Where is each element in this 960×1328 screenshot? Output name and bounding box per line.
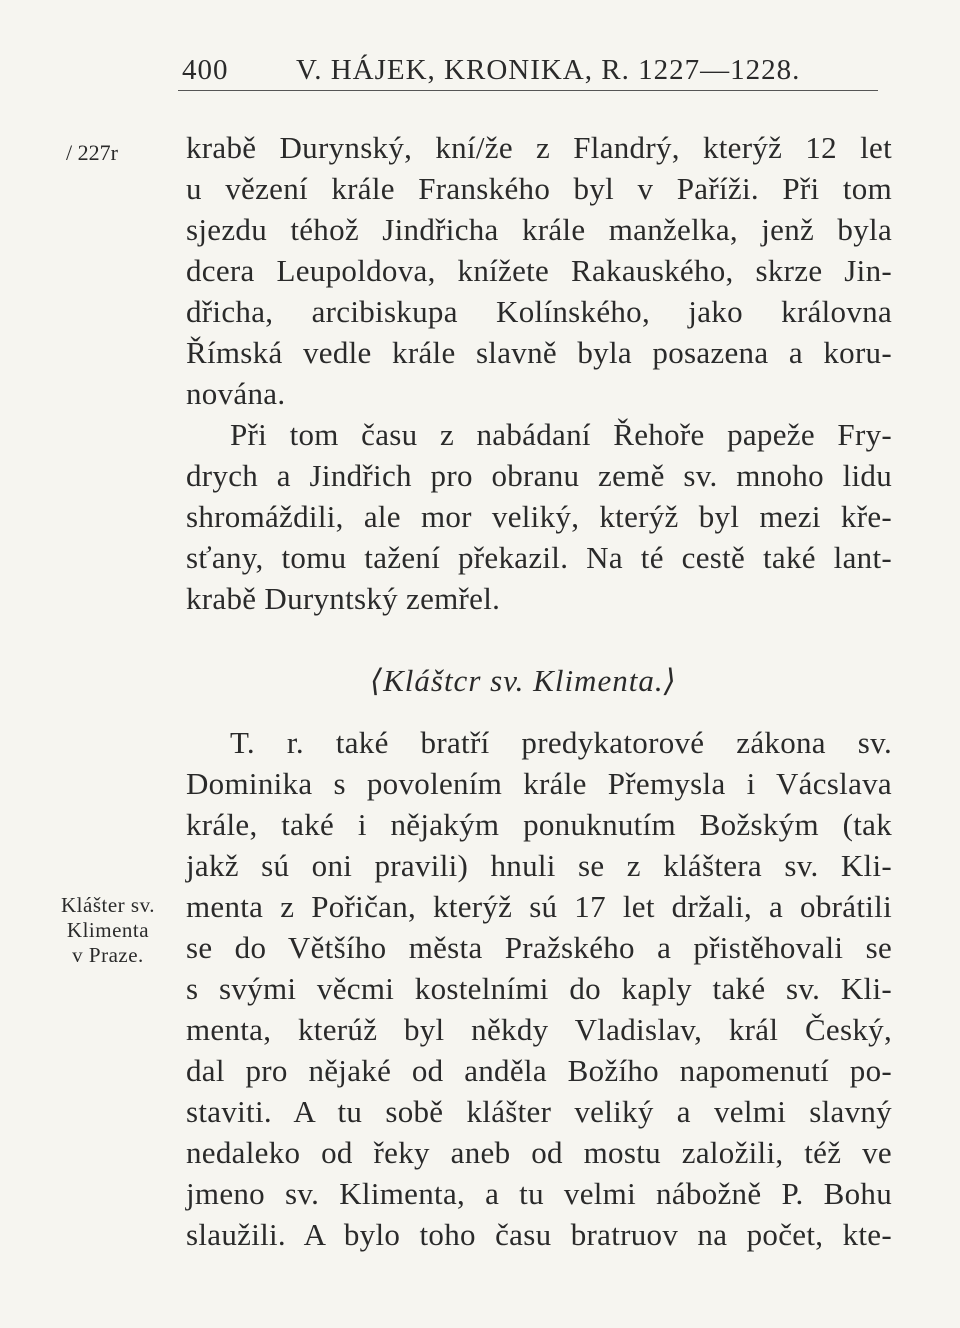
- text-line: T. r. také bratří predykatorové zákona sv.: [230, 725, 892, 760]
- text-line: krabě Durynský, kní/že z Flandrý, kterýž 12 let: [186, 130, 892, 165]
- text-line: Dominika s povolením krále Přemysla i Vácslava: [186, 766, 892, 801]
- page-number: 400: [182, 54, 229, 86]
- text-line: drych a Jindřich pro obranu země sv. mnoho lidu: [186, 458, 892, 493]
- margin-note: [38, 893, 178, 968]
- paragraph-1: [186, 127, 892, 414]
- section-title: ⟨Kláštcr sv. Klimenta.⟩: [370, 663, 677, 698]
- text-line: dcera Leupoldova, knížete Rakauského, skrze Jin-: [186, 253, 892, 288]
- text-line: slaužili. A bylo toho času bratruov na počet, kte-: [186, 1217, 892, 1252]
- text-line: krabě Duryntský zemřel.: [186, 581, 501, 616]
- text-line: dal pro nějaké od anděla Božího napomenutí po-: [186, 1053, 892, 1088]
- running-header: [178, 50, 878, 91]
- text-line: nedaleko od řeky aneb od mostu založili, též ve: [186, 1135, 892, 1170]
- text-line: sjezdu téhož Jindřicha krále manželka, jenž byla: [186, 212, 892, 247]
- paragraph-2: [186, 414, 892, 619]
- text-line: staviti. A tu sobě klášter veliký a velmi slavný: [186, 1094, 892, 1129]
- text-line: menta, kterúž byl někdy Vladislav, král Český,: [186, 1012, 892, 1047]
- text-line: s svými věcmi kostelními do kaply také sv. Kli-: [186, 971, 892, 1006]
- text-line: se do Většího města Pražského a přistěhovali se: [186, 930, 892, 965]
- text-line: jakž sú oni pravili) hnuli se z kláštera sv. Kli-: [186, 848, 892, 883]
- text-line: menta z Pořičan, kterýž sú 17 let držali, a obrátili: [186, 889, 892, 924]
- text-line: Při tom času z nabádaní Řehoře papeže Fry-: [230, 417, 892, 452]
- text-line: jmeno sv. Klimenta, a tu velmi nábožně P. Bohu: [186, 1176, 892, 1211]
- margin-note-line: Klášter sv.: [61, 893, 155, 917]
- text-line: krále, také i nějakým ponuknutím Božským (tak: [186, 807, 892, 842]
- text-line: nována.: [186, 376, 286, 411]
- text-line: u vězení krále Franského byl v Paříži. Při tom: [186, 171, 892, 206]
- margin-note-line: v Praze.: [72, 943, 144, 967]
- text-line: Římská vedle krále slavně byla posazena a koru-: [186, 335, 892, 370]
- text-line: shromáždili, ale mor veliký, kterýž byl mezi kře-: [186, 499, 892, 534]
- margin-note-line: Klimenta: [66, 918, 150, 942]
- text-line: sťany, tomu tažení překazil. Na té cestě také lant-: [186, 540, 892, 575]
- folio-reference: / 227r: [66, 140, 118, 165]
- paragraph-3: [186, 722, 892, 1255]
- header-title: V. HÁJEK, KRONIKA, R. 1227—1228.: [296, 54, 801, 86]
- text-line: dřicha, arcibiskupa Kolínského, jako královna: [186, 294, 892, 329]
